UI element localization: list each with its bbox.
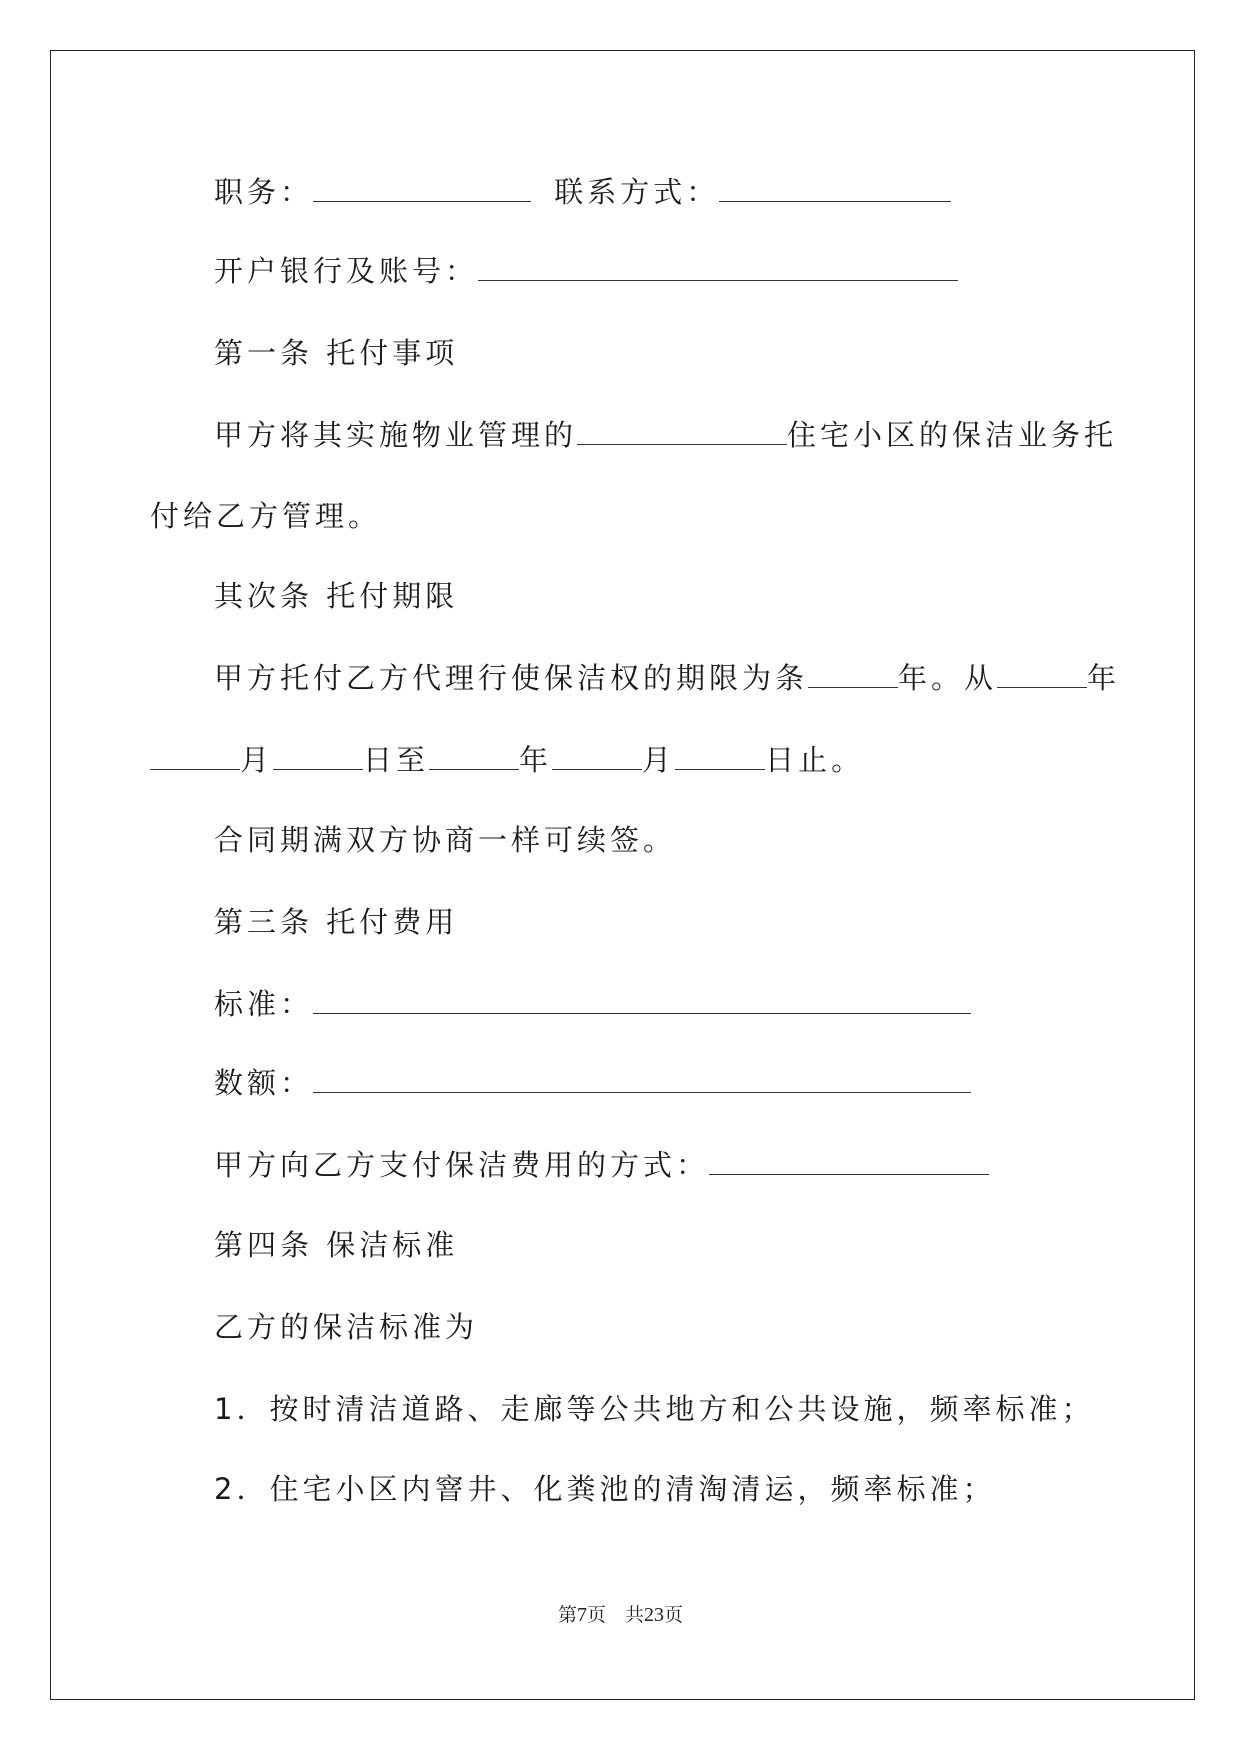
term-text-2: 年。从 bbox=[898, 661, 998, 695]
renewal-text: 合同期满双方协商一样可续签。 bbox=[214, 823, 677, 857]
bank-account-label: 开户银行及账号： bbox=[214, 254, 479, 288]
bank-account-blank bbox=[478, 256, 958, 281]
end-month-blank bbox=[552, 745, 642, 770]
footer-prefix: 第 bbox=[557, 1604, 577, 1626]
community-name-blank bbox=[577, 420, 787, 445]
date-text-1: 月 bbox=[240, 743, 274, 777]
article-2-heading: 其次条 托付期限 bbox=[214, 579, 459, 613]
start-year-blank bbox=[997, 663, 1087, 688]
contact-blank bbox=[719, 177, 951, 202]
article-1-body bbox=[214, 415, 1117, 455]
article-2-body bbox=[214, 658, 1120, 698]
article-3-heading: 第三条 托付费用 bbox=[214, 905, 459, 939]
position-blank bbox=[313, 177, 531, 202]
term-years-blank bbox=[808, 663, 898, 688]
footer-mid: 页 共 bbox=[586, 1604, 644, 1626]
date-text-2: 日至 bbox=[363, 743, 430, 777]
start-day-blank bbox=[273, 745, 363, 770]
position-label: 职务： bbox=[214, 175, 314, 209]
date-text-5: 日止。 bbox=[765, 743, 865, 777]
bank-account-line bbox=[214, 251, 958, 291]
fee-standard-label: 标准： bbox=[214, 987, 314, 1021]
article-2-dates bbox=[150, 740, 864, 780]
current-page-number: 7 bbox=[576, 1604, 587, 1626]
cleaning-standard-item-2: 2．住宅小区内窨井、化粪池的清淘清运，频率标准； bbox=[214, 1472, 996, 1506]
payment-method-line bbox=[214, 1145, 989, 1185]
end-year-blank bbox=[429, 745, 519, 770]
cleaning-standard-item-1: 1．按时清洁道路、走廊等公共地方和公共设施，频率标准； bbox=[214, 1392, 1095, 1426]
date-text-3: 年 bbox=[519, 743, 553, 777]
cleaning-standard-intro: 乙方的保洁标准为 bbox=[214, 1310, 479, 1344]
article-1-heading: 第一条 托付事项 bbox=[214, 336, 459, 370]
article-1-body-cont: 付给乙方管理。 bbox=[150, 499, 382, 533]
payment-method-label: 甲方向乙方支付保洁费用的方式： bbox=[214, 1148, 710, 1182]
fee-standard-blank bbox=[313, 989, 971, 1014]
term-text: 甲方托付乙方代理行使保洁权的期限为条 bbox=[214, 661, 809, 695]
article-1-body-text: 甲方将其实施物业管理的 bbox=[214, 418, 578, 452]
fee-standard-line bbox=[214, 984, 971, 1024]
end-day-blank bbox=[675, 745, 765, 770]
page-footer bbox=[0, 1603, 1241, 1627]
fee-amount-blank bbox=[313, 1068, 971, 1093]
payment-method-blank bbox=[709, 1150, 989, 1175]
position-contact-line bbox=[214, 172, 951, 212]
article-1-body-text-2: 住宅小区的保洁业务托 bbox=[787, 418, 1118, 452]
page-border bbox=[50, 50, 1195, 1700]
term-text-3: 年 bbox=[1087, 661, 1121, 695]
contact-label: 联系方式： bbox=[554, 175, 720, 209]
start-month-blank bbox=[150, 745, 240, 770]
footer-suffix: 页 bbox=[664, 1604, 684, 1626]
fee-amount-label: 数额： bbox=[214, 1066, 314, 1100]
article-4-heading: 第四条 保洁标准 bbox=[214, 1228, 459, 1262]
date-text-4: 月 bbox=[642, 743, 676, 777]
total-page-number: 23 bbox=[644, 1604, 664, 1626]
fee-amount-line bbox=[214, 1063, 971, 1103]
